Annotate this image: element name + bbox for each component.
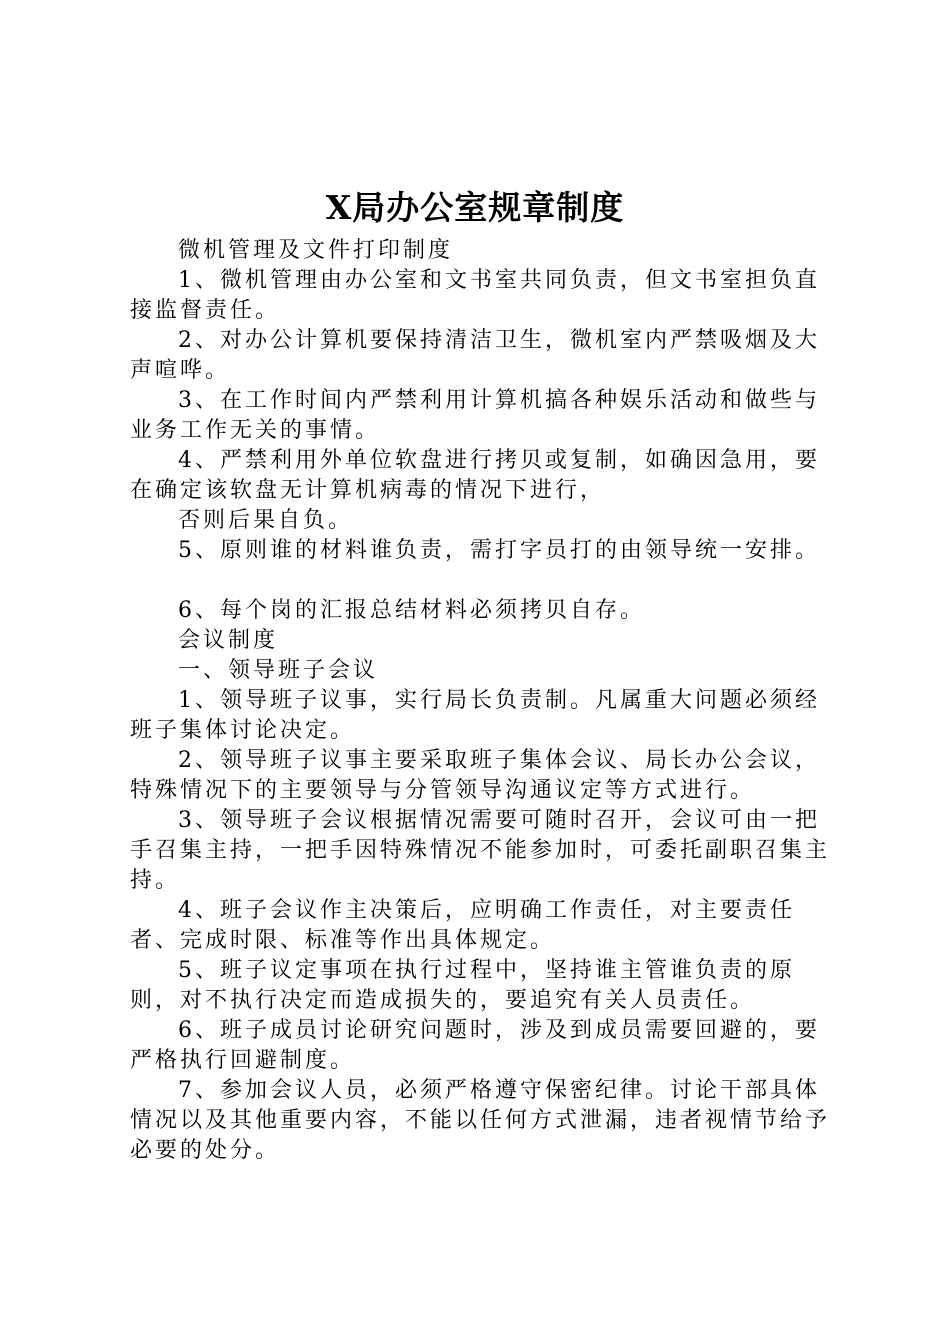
paragraph-item: 5、班子议定事项在执行过程中，坚持谁主管谁负责的原则，对不执行决定而造成损失的，要追究有关人员责任。 xyxy=(130,958,795,1013)
paragraph-item: 5、原则谁的材料谁负责，需打字员打的由领导统一安排。 xyxy=(178,538,820,563)
section-heading-computer: 微机管理及文件打印制度 xyxy=(178,238,454,263)
paragraph-item: 1、微机管理由办公室和文书室共同负责，但文书室担负直接监督责任。 xyxy=(130,268,820,323)
paragraph-item: 6、班子成员讨论研究问题时，涉及到成员需要回避的，要严格执行回避制度。 xyxy=(130,1018,820,1073)
subsection-heading-leadership: 一、领导班子会议 xyxy=(178,658,379,683)
paragraph-item: 1、领导班子议事，实行局长负责制。凡属重大问题必须经班子集体讨论决定。 xyxy=(130,688,820,743)
paragraph-item: 4、严禁利用外单位软盘进行拷贝或复制，如确因急用，要在确定该软盘无计算机病毒的情况下进行， xyxy=(130,448,820,503)
paragraph-item: 2、对办公计算机要保持清洁卫生，微机室内严禁吸烟及大声喧哗。 xyxy=(130,328,820,383)
paragraph-item: 3、领导班子会议根据情况需要可随时召开，会议可由一把手召集主持，一把手因特殊情况不能参加时，可委托副职召集主持。 xyxy=(130,808,831,893)
document-title: X局办公室规章制度 xyxy=(325,188,625,227)
section-heading-meeting: 会议制度 xyxy=(178,628,279,653)
paragraph-item: 4、班子会议作主决策后，应明确工作责任，对主要责任者、完成时限、标准等作出具体规定。 xyxy=(130,898,795,953)
paragraph-item: 3、在工作时间内严禁利用计算机搞各种娱乐活动和做些与业务工作无关的事情。 xyxy=(130,388,820,443)
document-body xyxy=(130,236,830,1166)
paragraph-item: 否则后果自负。 xyxy=(178,508,354,533)
paragraph-item: 6、每个岗的汇报总结材料必须拷贝自存。 xyxy=(178,598,645,623)
blank-line xyxy=(130,566,830,596)
paragraph-item: 7、参加会议人员，必须严格遵守保密纪律。讨论干部具体情况以及其他重要内容，不能以任何方式泄漏，违者视情节给予必要的处分。 xyxy=(130,1078,831,1163)
paragraph-item: 2、领导班子议事主要采取班子集体会议、局长办公会议，特殊情况下的主要领导与分管领导沟通议定等方式进行。 xyxy=(130,748,820,803)
